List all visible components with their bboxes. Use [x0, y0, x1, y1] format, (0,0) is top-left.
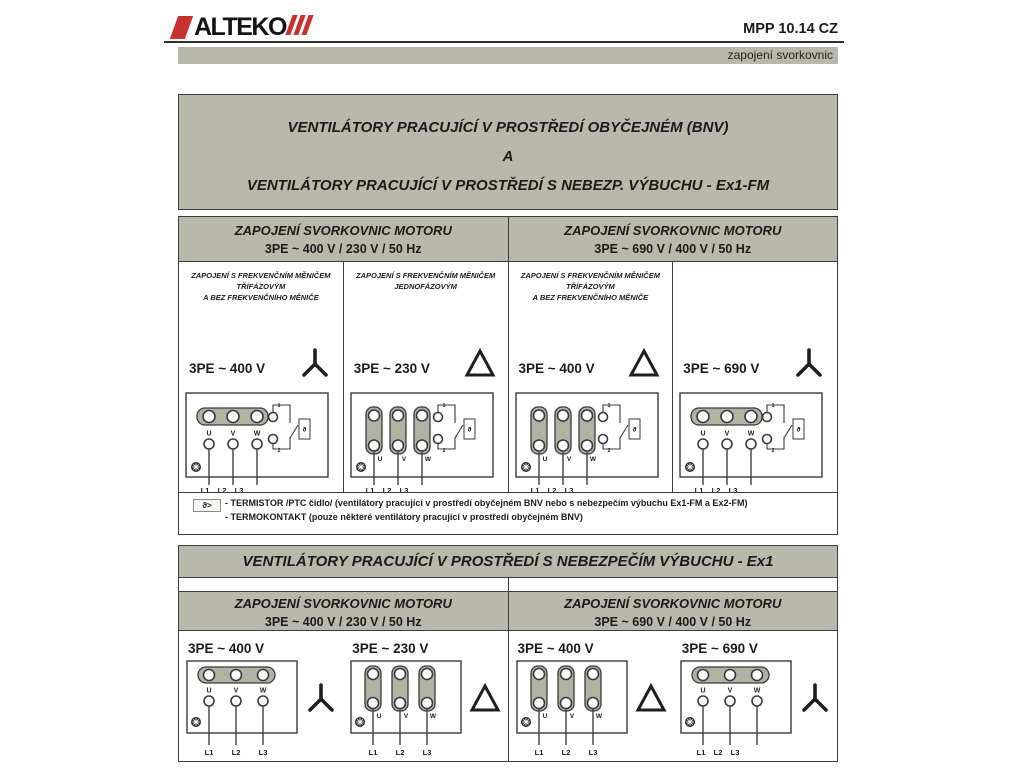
svg-text:L2: L2 [395, 748, 405, 757]
table2-body [179, 631, 837, 761]
subtitle-bar: zapojení svorkovnic [178, 47, 838, 64]
svg-text:V: V [727, 687, 733, 695]
table1-body [179, 262, 837, 495]
svg-text:V: V [401, 456, 406, 463]
svg-text:U: U [206, 430, 212, 438]
svg-text:1: 1 [277, 403, 281, 409]
star-symbol-icon [791, 347, 827, 390]
header-title: ZAPOJENÍ SVORKOVNIC MOTORU [234, 223, 452, 238]
voltage-label: 3PE ~ 400 V [517, 641, 594, 656]
section1-title-line3: VENTILÁTORY PRACUJÍCÍ V PROSTŘEDÍ S NEBEZP. VÝBUCHU - Ex1-FM [246, 177, 770, 194]
header-voltage: 3PE ~ 690 V / 400 V / 50 Hz [594, 242, 752, 256]
header-title: ZAPOJENÍ SVORKOVNIC MOTORU [564, 596, 782, 611]
svg-text:L2: L2 [217, 486, 227, 495]
svg-text:L2: L2 [711, 486, 721, 495]
terminal-diagram-delta [511, 659, 675, 764]
voltage-label: 3PE ~ 400 V [189, 360, 266, 376]
voltage-label: 3PE ~ 230 V [352, 641, 429, 656]
section1-title-line2: A [502, 148, 514, 165]
svg-text:V: V [404, 713, 409, 720]
column-400v-delta [509, 262, 674, 495]
voltage-row [519, 348, 663, 388]
logo-red-wedge-icon [170, 16, 196, 39]
svg-text:ϑ: ϑ [302, 426, 307, 434]
svg-text:W: W [253, 430, 261, 438]
terminal-diagram-star [679, 392, 831, 501]
delta-symbol-icon [462, 347, 498, 390]
note-text: - TERMISTOR /PTC čidlo/ (ventilátory pracující v prostředí obyčejném BNV nebo s nebezpečím výbuchu Ex1-FM a Ex2-FM) - TERMOKONTAKT (pouze některé ventilátory pracující v prostředí obyčejném BNV) [225, 498, 748, 522]
group-230v-delta [343, 631, 507, 761]
header-title: ZAPOJENÍ SVORKOVNIC MOTORU [564, 223, 782, 238]
svg-text:L3: L3 [564, 486, 573, 495]
header-voltage: 3PE ~ 690 V / 400 V / 50 Hz [594, 615, 752, 629]
logo-red-bars-icon [286, 15, 310, 40]
svg-text:V: V [724, 430, 730, 438]
svg-text:L3: L3 [588, 748, 597, 757]
table1-note [179, 492, 837, 534]
voltage-label: 3PE ~ 400 V [188, 641, 265, 656]
svg-text:W: W [753, 687, 761, 695]
voltage-label: 3PE ~ 230 V [353, 360, 430, 376]
terminal-diagram-delta [345, 659, 509, 764]
terminal-diagram-star [185, 392, 337, 501]
svg-text:ϑ: ϑ [467, 426, 472, 434]
voltage-row [354, 348, 498, 388]
group-400v-star [179, 631, 343, 761]
column-400v-star [179, 262, 344, 495]
delta-symbol-icon [626, 347, 662, 390]
svg-text:V: V [230, 430, 236, 438]
header-title: ZAPOJENÍ SVORKOVNIC MOTORU [234, 596, 452, 611]
table2-left-half [179, 631, 509, 761]
column-sublabel: ZAPOJENÍ S FREKVENČNÍM MĚNIČEM JEDNOFÁZOVÝM [356, 271, 496, 291]
voltage-row [189, 348, 333, 388]
voltage-row [683, 348, 827, 388]
thermal-symbol-box: ϑ> [193, 499, 221, 512]
svg-text:L3: L3 [399, 486, 409, 495]
doc-code: MPP 10.14 CZ [743, 21, 838, 37]
svg-text:U: U [377, 456, 383, 463]
table1-header-right [509, 217, 838, 261]
section1-title-line1: VENTILÁTORY PRACUJÍCÍ V PROSTŘEDÍ OBYČEJNÉM (BNV) [287, 119, 729, 136]
table1-header-row [179, 217, 837, 262]
svg-text:U: U [700, 430, 706, 438]
svg-text:ϑ: ϑ [632, 426, 636, 434]
svg-text:V: V [569, 713, 574, 720]
svg-text:W: W [430, 713, 437, 720]
svg-text:2: 2 [277, 448, 281, 454]
svg-text:L2: L2 [231, 748, 241, 757]
svg-text:U: U [376, 713, 382, 720]
column-sublabel: ZAPOJENÍ S FREKVENČNÍM MĚNIČEM TŘÍFÁZOVÝM A BEZ FREKVENČNÍHO MĚNIČE [191, 271, 331, 302]
svg-text:U: U [206, 687, 212, 695]
svg-text:L1: L1 [368, 748, 378, 757]
svg-text:L1: L1 [200, 486, 210, 495]
column-690v-star [673, 262, 837, 495]
header-rule [164, 41, 844, 43]
svg-text:2: 2 [442, 448, 446, 454]
svg-text:L3: L3 [728, 486, 738, 495]
wiring-table-bnv [178, 216, 838, 535]
terminal-diagram-star [675, 659, 839, 764]
wiring-table-ex1 [178, 578, 838, 762]
svg-text:U: U [700, 687, 706, 695]
svg-text:U: U [542, 456, 547, 463]
svg-text:2: 2 [771, 448, 775, 454]
svg-text:1: 1 [442, 403, 446, 409]
gap-cell [179, 578, 509, 591]
svg-text:W: W [747, 430, 755, 438]
svg-text:L2: L2 [713, 748, 723, 757]
group-690v-star [673, 631, 837, 761]
gap-cell [509, 578, 838, 591]
column-sublabel: ZAPOJENÍ S FREKVENČNÍM MĚNIČEM TŘÍFÁZOVÝM A BEZ FREKVENČNÍHO MĚNIČE [520, 271, 660, 302]
group-400v-delta [509, 631, 673, 761]
svg-text:W: W [424, 456, 431, 463]
svg-text:V: V [566, 456, 571, 463]
svg-text:W: W [589, 456, 596, 463]
table1-header-left [179, 217, 509, 261]
section1-title [178, 94, 838, 210]
terminal-diagram-star [181, 659, 345, 764]
svg-text:L3: L3 [730, 748, 740, 757]
table2-header-left [179, 592, 509, 630]
voltage-label: 3PE ~ 690 V [681, 641, 758, 656]
svg-text:W: W [595, 713, 602, 720]
svg-text:L2: L2 [547, 486, 556, 495]
svg-text:L1: L1 [694, 486, 704, 495]
table2-header-right [509, 592, 838, 630]
svg-text:L1: L1 [204, 748, 214, 757]
svg-text:L2: L2 [561, 748, 570, 757]
svg-text:ϑ: ϑ [796, 426, 801, 434]
svg-text:L2: L2 [382, 486, 392, 495]
svg-text:L1: L1 [696, 748, 706, 757]
svg-text:L1: L1 [365, 486, 375, 495]
alteko-logo [174, 13, 310, 42]
section2-title: VENTILÁTORY PRACUJÍCÍ V PROSTŘEDÍ S NEBEZPEČÍM VÝBUCHU - Ex1 [178, 545, 838, 578]
svg-text:1: 1 [606, 403, 611, 409]
svg-text:V: V [233, 687, 239, 695]
svg-text:L3: L3 [234, 486, 244, 495]
table2-right-half [509, 631, 838, 761]
terminal-diagram-delta [350, 392, 502, 501]
svg-text:1: 1 [771, 403, 775, 409]
logo-text: ALTEKO [194, 13, 286, 41]
star-symbol-icon [297, 347, 333, 390]
header-voltage: 3PE ~ 400 V / 230 V / 50 Hz [264, 242, 422, 256]
svg-text:W: W [259, 687, 267, 695]
terminal-diagram-delta [515, 392, 667, 501]
svg-text:U: U [542, 713, 547, 720]
svg-text:L1: L1 [534, 748, 543, 757]
table2-gap-row [179, 578, 837, 591]
column-230v-delta [344, 262, 509, 495]
svg-text:2: 2 [606, 448, 611, 454]
header-voltage: 3PE ~ 400 V / 230 V / 50 Hz [264, 615, 422, 629]
voltage-label: 3PE ~ 400 V [518, 360, 595, 376]
table2-header-row [179, 591, 837, 631]
voltage-label: 3PE ~ 690 V [683, 360, 760, 376]
svg-text:L3: L3 [258, 748, 268, 757]
svg-text:L1: L1 [530, 486, 539, 495]
svg-text:L3: L3 [422, 748, 432, 757]
